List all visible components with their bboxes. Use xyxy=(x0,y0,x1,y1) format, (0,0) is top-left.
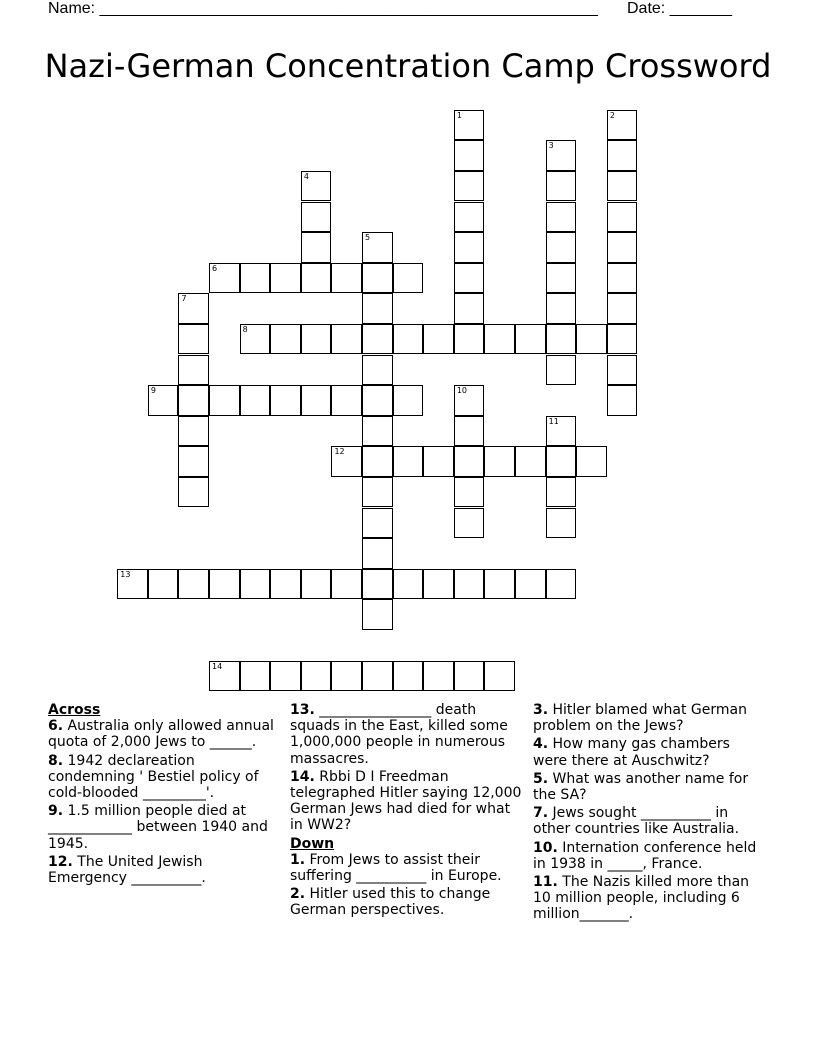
clue-column-1 xyxy=(48,702,283,888)
clue-column-2 xyxy=(290,702,525,921)
grid-cell[interactable] xyxy=(148,569,179,600)
grid-cell[interactable] xyxy=(454,477,485,508)
clue-item-text: From Jews to assist their suffering __________ in Europe. xyxy=(290,851,502,885)
grid-cell[interactable] xyxy=(454,416,485,447)
clue-item-text: Internation conference held in 1938 in _____, France. xyxy=(533,839,757,872)
clue-item-text: 1942 declareation condemning ' Bestiel policy of cold-blooded _________'. xyxy=(48,752,259,802)
clue-number: 13 xyxy=(120,569,131,579)
clue-number: 14 xyxy=(212,661,223,671)
clue-item-number: 6. xyxy=(48,718,64,735)
clue-item-number: 9. xyxy=(48,803,64,820)
grid-cell[interactable] xyxy=(607,232,638,263)
grid-cell[interactable] xyxy=(240,324,271,355)
grid-cell[interactable] xyxy=(178,569,209,600)
grid-cell[interactable] xyxy=(607,140,638,171)
clue-item-text: What was another name for the SA? xyxy=(533,770,749,804)
grid-cell[interactable] xyxy=(331,263,362,294)
clue-item-text: Hitler blamed what German problem on the Jews? xyxy=(533,702,747,735)
grid-cell[interactable] xyxy=(362,569,393,600)
grid-cell[interactable] xyxy=(209,385,240,416)
clue-item-number: 7. xyxy=(533,805,549,822)
grid-cell[interactable] xyxy=(546,324,577,355)
grid-cell[interactable] xyxy=(362,446,393,477)
clue-number: 12 xyxy=(334,447,345,457)
clue-item-number: 14. xyxy=(290,768,315,785)
grid-cell[interactable] xyxy=(270,385,301,416)
grid-cell[interactable] xyxy=(331,661,362,692)
grid-cell[interactable] xyxy=(331,324,362,355)
clue-number: 1 xyxy=(456,110,462,120)
grid-cell[interactable] xyxy=(484,446,515,477)
grid-cell[interactable] xyxy=(393,446,424,477)
grid-cell[interactable] xyxy=(301,324,332,355)
grid-cell[interactable] xyxy=(240,263,271,294)
down-clue-list xyxy=(290,852,525,919)
across-clue-list xyxy=(48,718,283,886)
clue-item-number: 3. xyxy=(533,702,549,718)
clue-item-number: 13. xyxy=(290,702,315,718)
grid-cell[interactable] xyxy=(301,569,332,600)
grid-cell[interactable] xyxy=(240,661,271,692)
clue-item xyxy=(48,854,283,886)
clue-item-text: The United Jewish Emergency __________. xyxy=(48,853,206,887)
grid-cell[interactable] xyxy=(515,446,546,477)
grid-cell[interactable] xyxy=(576,324,607,355)
grid-cell[interactable] xyxy=(546,171,577,202)
clue-item-text: The Nazis killed more than 10 million people, including 6 million_______. xyxy=(533,874,750,923)
grid-cell[interactable] xyxy=(209,661,240,692)
across-heading: Across xyxy=(48,702,101,718)
grid-cell[interactable] xyxy=(362,477,393,508)
clue-item-number: 11. xyxy=(533,874,558,891)
grid-cell[interactable] xyxy=(393,385,424,416)
grid-cell[interactable] xyxy=(484,569,515,600)
clue-item-text: Jews sought __________ in other countries like Australia. xyxy=(533,805,740,838)
clue-item xyxy=(290,769,525,834)
grid-cell[interactable] xyxy=(331,385,362,416)
grid-cell[interactable] xyxy=(362,538,393,569)
grid-cell[interactable] xyxy=(546,293,577,324)
grid-cell[interactable] xyxy=(454,324,485,355)
grid-cell[interactable] xyxy=(393,263,424,294)
clue-item xyxy=(533,771,768,803)
grid-cell[interactable] xyxy=(515,569,546,600)
clue-number: 2 xyxy=(609,110,615,120)
grid-cell[interactable] xyxy=(209,263,240,294)
clue-item xyxy=(48,753,283,802)
grid-cell[interactable] xyxy=(362,263,393,294)
grid-cell[interactable] xyxy=(270,263,301,294)
clue-item-text: 1.5 million people died at ____________ between 1940 and 1945. xyxy=(48,803,268,852)
grid-cell[interactable] xyxy=(362,416,393,447)
grid-cell[interactable] xyxy=(270,661,301,692)
page-title: Nazi-German Concentration Camp Crossword xyxy=(44,47,772,85)
grid-cell[interactable] xyxy=(546,508,577,539)
clue-item xyxy=(48,718,283,750)
grid-cell[interactable] xyxy=(484,661,515,692)
clue-number: 4 xyxy=(303,171,309,181)
grid-cell[interactable] xyxy=(454,508,485,539)
grid-cell[interactable] xyxy=(546,232,577,263)
grid-cell[interactable] xyxy=(454,385,485,416)
clue-column-3 xyxy=(533,702,768,925)
grid-cell[interactable] xyxy=(546,446,577,477)
grid-cell[interactable] xyxy=(362,355,393,386)
clue-item-text: Australia only allowed annual quota of 2,000 Jews to ______. xyxy=(48,718,274,751)
clue-number: 11 xyxy=(548,416,559,426)
grid-cell[interactable] xyxy=(454,446,485,477)
grid-cell[interactable] xyxy=(178,324,209,355)
grid-cell[interactable] xyxy=(454,171,485,202)
grid-cell[interactable] xyxy=(454,661,485,692)
clue-item-text: ________________ death squads in the East, killed some 1,000,000 people in numerous massacres. xyxy=(290,702,508,767)
grid-cell[interactable] xyxy=(607,293,638,324)
grid-cell[interactable] xyxy=(454,263,485,294)
down-clue-list-continued xyxy=(533,702,768,923)
grid-cell[interactable] xyxy=(117,569,148,600)
grid-cell[interactable] xyxy=(546,416,577,447)
grid-cell[interactable] xyxy=(178,355,209,386)
grid-cell[interactable] xyxy=(546,263,577,294)
grid-cell[interactable] xyxy=(178,446,209,477)
clue-item xyxy=(290,852,525,884)
grid-cell[interactable] xyxy=(362,661,393,692)
grid-cell[interactable] xyxy=(301,232,332,263)
name-field-label: Name: ________________________________________________________ xyxy=(48,0,598,17)
grid-cell[interactable] xyxy=(362,508,393,539)
grid-cell[interactable] xyxy=(240,385,271,416)
down-heading: Down xyxy=(290,835,335,852)
clue-number: 6 xyxy=(212,263,218,273)
grid-cell[interactable] xyxy=(393,324,424,355)
grid-cell[interactable] xyxy=(454,232,485,263)
grid-cell[interactable] xyxy=(148,385,179,416)
grid-cell[interactable] xyxy=(515,324,546,355)
clue-item xyxy=(533,736,768,768)
grid-cell[interactable] xyxy=(209,569,240,600)
grid-cell[interactable] xyxy=(454,140,485,171)
clue-item-number: 5. xyxy=(533,770,549,787)
grid-cell[interactable] xyxy=(393,661,424,692)
clue-number: 5 xyxy=(365,233,371,243)
grid-cell[interactable] xyxy=(607,263,638,294)
grid-cell[interactable] xyxy=(178,477,209,508)
grid-cell[interactable] xyxy=(362,293,393,324)
grid-cell[interactable] xyxy=(546,477,577,508)
grid-cell[interactable] xyxy=(362,232,393,263)
grid-cell[interactable] xyxy=(607,110,638,141)
clue-item-number: 8. xyxy=(48,752,64,769)
clue-item xyxy=(290,702,525,767)
clue-item-text: Hitler used this to change German perspectives. xyxy=(290,886,491,919)
grid-cell[interactable] xyxy=(607,202,638,233)
grid-cell[interactable] xyxy=(423,661,454,692)
grid-cell[interactable] xyxy=(454,293,485,324)
grid-cell[interactable] xyxy=(178,385,209,416)
grid-cell[interactable] xyxy=(301,661,332,692)
grid-cell[interactable] xyxy=(607,171,638,202)
grid-cell[interactable] xyxy=(362,599,393,630)
grid-cell[interactable] xyxy=(393,569,424,600)
grid-cell[interactable] xyxy=(546,355,577,386)
grid-cell[interactable] xyxy=(546,202,577,233)
grid-cell[interactable] xyxy=(331,446,362,477)
clue-item xyxy=(533,805,768,837)
grid-cell[interactable] xyxy=(362,324,393,355)
clue-item-text: Rbbi D I Freedman telegraphed Hitler saying 12,000 German Jews had died for what in WW2? xyxy=(290,768,522,834)
grid-cell[interactable] xyxy=(454,110,485,141)
clue-item-number: 2. xyxy=(290,886,306,903)
grid-cell[interactable] xyxy=(270,569,301,600)
clue-item xyxy=(533,702,768,734)
clue-number: 3 xyxy=(548,141,554,151)
grid-cell[interactable] xyxy=(178,416,209,447)
grid-cell[interactable] xyxy=(301,263,332,294)
clue-item xyxy=(290,886,525,918)
clue-number: 8 xyxy=(242,324,248,334)
clue-number: 9 xyxy=(150,386,156,396)
grid-cell[interactable] xyxy=(546,140,577,171)
grid-cell[interactable] xyxy=(301,171,332,202)
clue-item-number: 10. xyxy=(533,839,558,856)
date-field-label: Date: _______ xyxy=(627,0,732,17)
clue-item xyxy=(533,840,768,872)
grid-cell[interactable] xyxy=(362,385,393,416)
clue-item-text: How many gas chambers were there at Auschwitz? xyxy=(533,736,730,769)
grid-cell[interactable] xyxy=(484,324,515,355)
grid-cell[interactable] xyxy=(178,293,209,324)
clue-item-number: 1. xyxy=(290,851,306,868)
clue-item xyxy=(533,874,768,923)
grid-cell[interactable] xyxy=(607,355,638,386)
grid-cell[interactable] xyxy=(301,385,332,416)
clue-item xyxy=(48,803,283,852)
across-clue-list-continued xyxy=(290,702,525,834)
clue-item-number: 12. xyxy=(48,853,73,870)
grid-cell[interactable] xyxy=(454,569,485,600)
grid-cell[interactable] xyxy=(423,446,454,477)
grid-cell[interactable] xyxy=(423,324,454,355)
grid-cell[interactable] xyxy=(240,569,271,600)
grid-cell[interactable] xyxy=(546,569,577,600)
grid-cell[interactable] xyxy=(423,569,454,600)
clue-number: 7 xyxy=(181,294,187,304)
grid-cell[interactable] xyxy=(331,569,362,600)
grid-cell[interactable] xyxy=(607,385,638,416)
grid-cell[interactable] xyxy=(270,324,301,355)
grid-cell[interactable] xyxy=(576,446,607,477)
clue-number: 10 xyxy=(456,386,468,396)
grid-cell[interactable] xyxy=(607,324,638,355)
grid-cell[interactable] xyxy=(454,202,485,233)
clue-item-number: 4. xyxy=(533,736,549,753)
grid-cell[interactable] xyxy=(301,202,332,233)
